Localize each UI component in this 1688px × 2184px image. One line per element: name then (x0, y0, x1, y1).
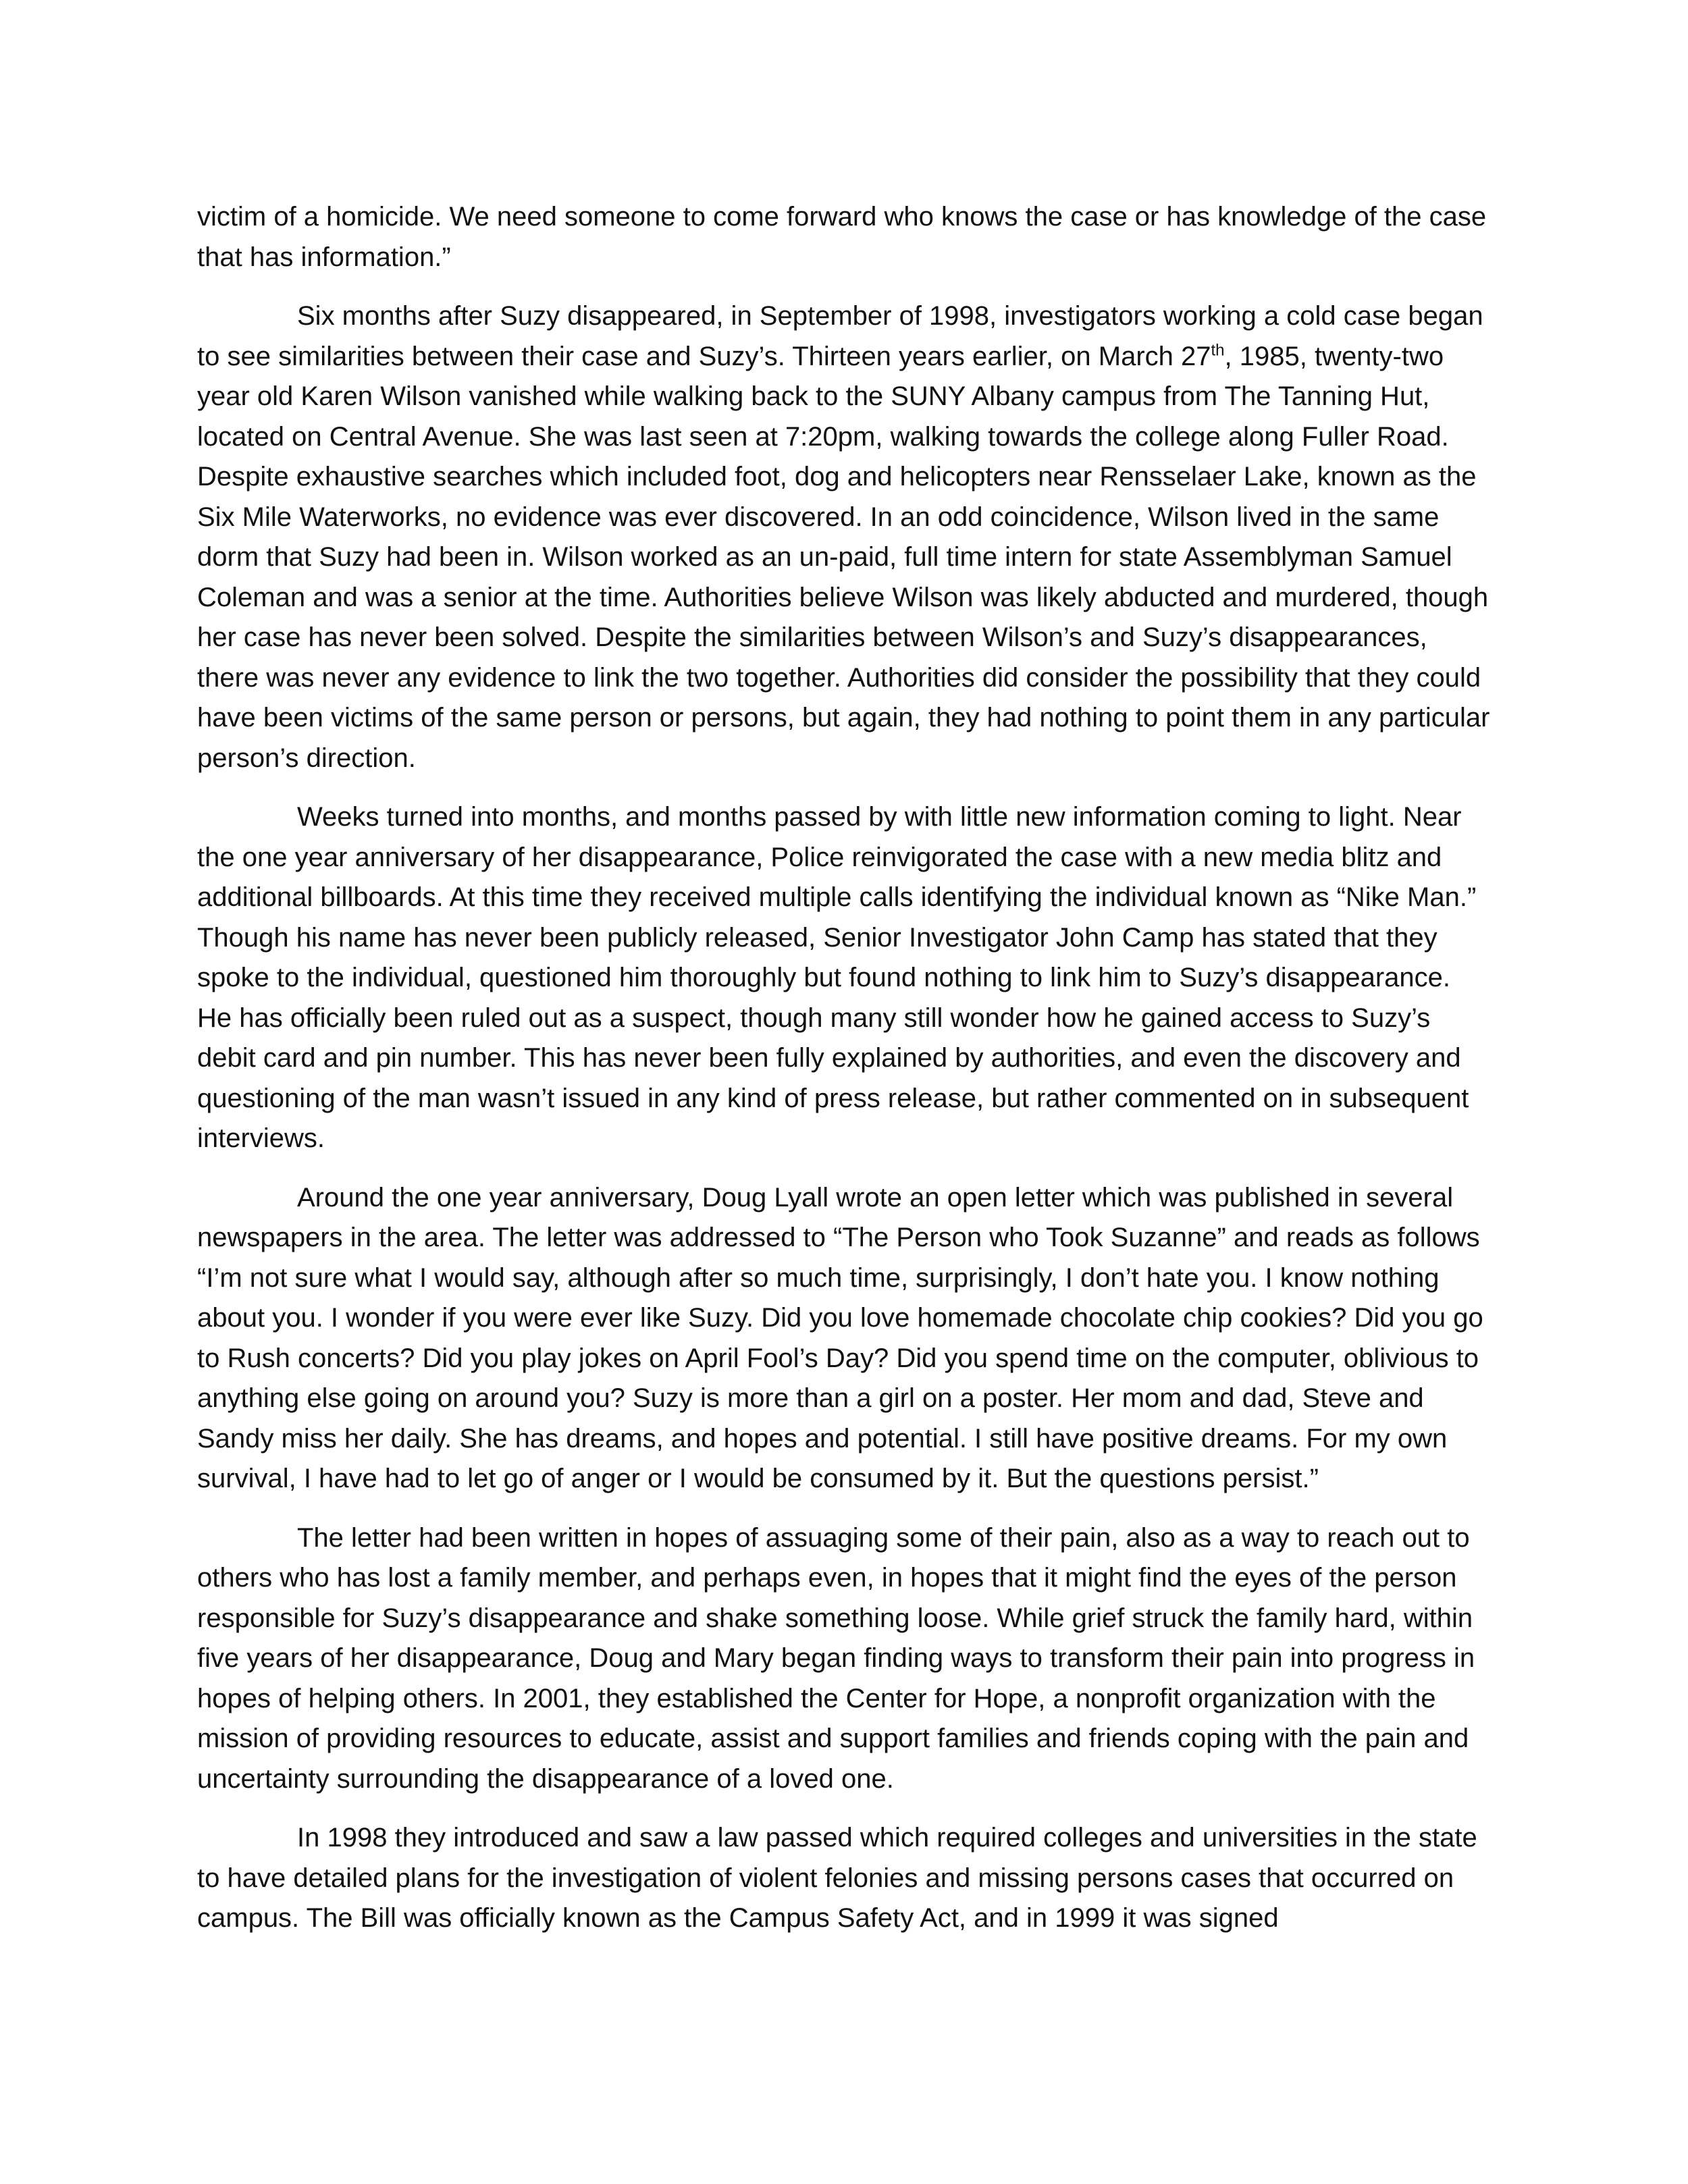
ordinal-superscript: th (1211, 341, 1225, 360)
paragraph-2-text-after: , 1985, twenty-two year old Karen Wilson vanished while walking back to the SUNY Albany campus from The Tanning Hut, located on Central Avenue. She was last seen at 7:20pm, walking towards the college along Fuller Road. Despite exhaustive searches which included foot, dog and helicopters near Rensselaer Lake, known as the Six Mile Waterworks, no evidence was ever discovered. In an odd coincidence, Wilson lived in the same dorm that Suzy had been in. Wilson worked as an un-paid, full time intern for state Assemblyman Samuel Coleman and was a senior at the time. Authorities believe Wilson was likely abducted and murdered, though her case has never been solved. Despite the similarities between Wilson’s and Suzy’s disappearances, there was never any evidence to link the two together. Authorities did consider the possibility that they could have been victims of the same person or persons, but again, they had nothing to point them in any particular person’s direction. (197, 341, 1490, 773)
paragraph-6: In 1998 they introduced and saw a law passed which required colleges and universities in the state to have detailed plans for the investigation of violent felonies and missing persons cases that occurred on campus. The Bill was officially known as the Campus Safety Act, and in 1999 it was signed (197, 1823, 1477, 1933)
paragraph-2-text-before: Six months after Suzy disappeared, in September of 1998, investigators working a cold case began to see similarities between their case and Suzy’s. Thirteen years earlier, on March 27 (197, 301, 1483, 371)
paragraph-1: victim of a homicide. We need someone to come forward who knows the case or has knowledge of the case that has information.” (197, 202, 1487, 272)
paragraph-4: Around the one year anniversary, Doug Lyall wrote an open letter which was published in several newspapers in the area. The letter was addressed to “The Person who Took Suzanne” and reads as follows “I’m not sure what I would say, although after so much time, surprisingly, I don’t hate you. I know nothing about you. I wonder if you were ever like Suzy. Did you love homemade chocolate chip cookies? Did you go to Rush concerts? Did you play jokes on April Fool’s Day? Did you spend time on the computer, oblivious to anything else going on around you? Suzy is more than a girl on a poster. Her mom and dad, Steve and Sandy miss her daily. She has dreams, and hopes and potential. I still have positive dreams. For my own survival, I have had to let go of anger or I would be consumed by it. But the questions persist.” (197, 1182, 1483, 1493)
document-page (197, 197, 1491, 1958)
paragraph-2 (197, 296, 1491, 778)
paragraph-3: Weeks turned into months, and months passed by with little new information coming to light. Near the one year anniversary of her disappearance, Police reinvigorated the case with a new media blitz and additional billboards. At this time they received multiple calls identifying the individual known as “Nike Man.” Though his name has never been publicly released, Senior Investigator John Camp has stated that they spoke to the individual, questioned him thoroughly but found nothing to link him to Suzy’s disappearance. He has officially been ruled out as a suspect, though many still wonder how he gained access to Suzy’s debit card and pin number. This has never been fully explained by authorities, and even the discovery and questioning of the man wasn’t issued in any kind of press release, but rather commented on in subsequent interviews. (197, 802, 1477, 1153)
paragraph-5: The letter had been written in hopes of assuaging some of their pain, also as a way to reach out to others who has lost a family member, and perhaps even, in hopes that it might find the eyes of the person responsible for Suzy’s disappearance and shake something loose. While grief struck the family hard, within five years of her disappearance, Doug and Mary began finding ways to transform their pain into progress in hopes of helping others. In 2001, they established the Center for Hope, a nonprofit organization with the mission of providing resources to educate, assist and support families and friends coping with the pain and uncertainty surrounding the disappearance of a loved one. (197, 1522, 1475, 1794)
